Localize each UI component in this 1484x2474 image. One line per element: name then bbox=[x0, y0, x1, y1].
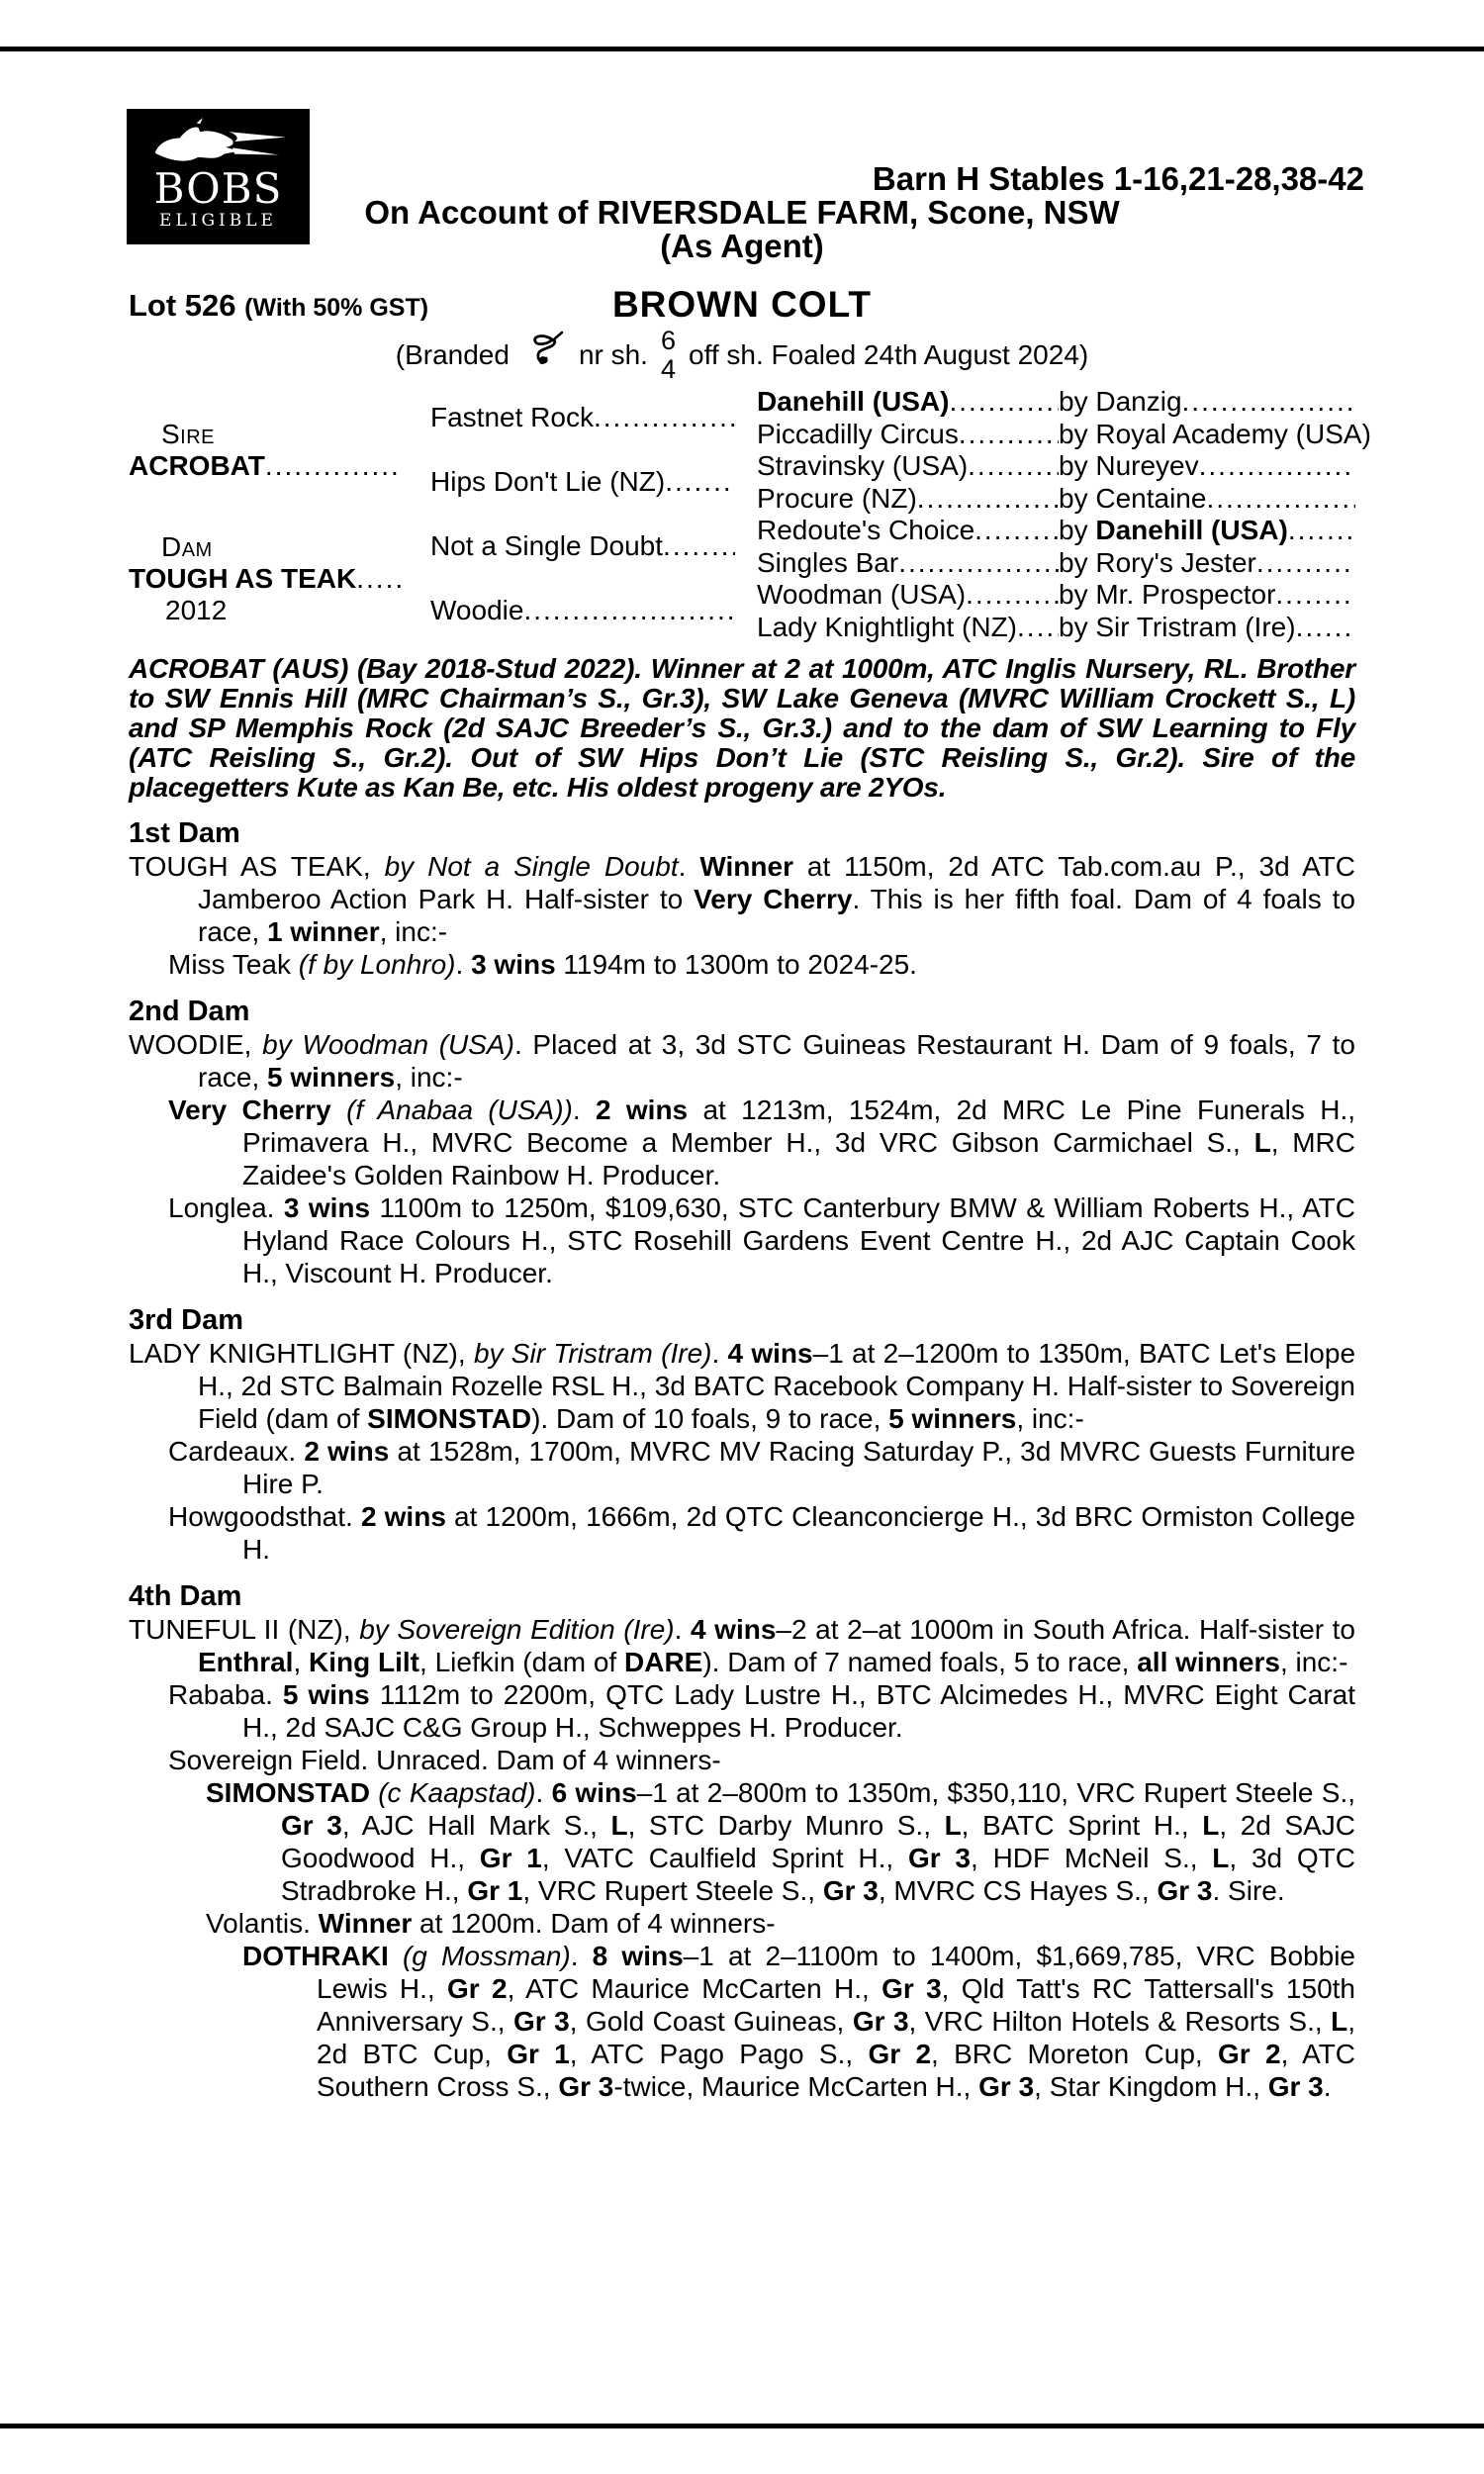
pedigree-entry bbox=[129, 1907, 1355, 1940]
text-segment: –1 at 2–800m to 1350m, $350,110, VRC Rupert Steele S., bbox=[636, 1777, 1356, 1808]
text-segment: . bbox=[535, 1777, 552, 1808]
sire-name bbox=[129, 450, 430, 483]
gen2-name bbox=[430, 595, 735, 627]
gen3-sire-of bbox=[1059, 515, 1355, 547]
sire-summary-paragraph bbox=[129, 654, 1355, 803]
pedigree-entry bbox=[129, 1776, 1355, 1907]
text-segment: Gr 3 bbox=[852, 2006, 909, 2037]
pedigree-gen2-cell bbox=[430, 579, 757, 643]
text-segment: 8 wins bbox=[592, 1941, 684, 1971]
gen2-name bbox=[430, 402, 735, 434]
text-segment: , BATC Sprint H., bbox=[961, 1810, 1203, 1841]
pedigree-entry bbox=[129, 1435, 1355, 1500]
text-segment: , ATC Southern Cross S., bbox=[317, 2039, 1356, 2102]
gen3-sire-of bbox=[1059, 612, 1355, 644]
text-segment: Gr 2 bbox=[447, 1973, 508, 2004]
text-segment: by Sovereign Edition (Ire) bbox=[359, 1614, 675, 1645]
text-segment: 2 wins bbox=[360, 1501, 446, 1532]
dot-leader bbox=[968, 450, 1059, 483]
gen3-sire-of bbox=[1059, 579, 1355, 612]
pedigree-entry bbox=[129, 1500, 1355, 1566]
text-segment: at 1150m, 2d ATC Tab.com.au P., 3d ATC Jamberoo Action Park H. Half-sister to bbox=[198, 851, 1355, 914]
text-segment: , inc:- bbox=[1016, 1403, 1084, 1434]
text-segment: . bbox=[674, 1614, 691, 1645]
text-segment: by Royal Academy (USA) bbox=[1059, 418, 1371, 449]
text-segment: 1 winner bbox=[267, 916, 380, 947]
text-segment: , VRC Rupert Steele S., bbox=[522, 1875, 823, 1906]
bobs-logo-title: BOBS bbox=[153, 164, 283, 213]
dam-name-label bbox=[129, 563, 356, 596]
dot-leader bbox=[1275, 579, 1355, 612]
pedigree-entry bbox=[129, 1678, 1355, 1744]
text-segment: , STC Darby Munro S., bbox=[627, 1810, 945, 1841]
pedigree-gen3-by-cell bbox=[1059, 515, 1355, 547]
dam-label: Dam bbox=[161, 530, 213, 562]
pedigree-gen3-by-cell bbox=[1059, 483, 1355, 516]
text-segment: (c Kaapstad) bbox=[378, 1777, 536, 1808]
dot-leader bbox=[1256, 547, 1355, 580]
dot-leader bbox=[917, 483, 1059, 516]
text-segment: Woodman (USA) bbox=[757, 579, 967, 610]
gen2-name-label bbox=[430, 530, 663, 563]
account-line: On Account of RIVERSDALE FARM, Scone, NSW bbox=[364, 194, 1120, 231]
gen3-sire-of bbox=[1059, 418, 1371, 451]
text-segment: , 3d QTC Stradbroke H., bbox=[281, 1843, 1356, 1906]
text-segment: Gr 1 bbox=[507, 2039, 570, 2069]
gen3-name bbox=[757, 515, 1059, 547]
text-segment: 1194m to 1300m to 2024-25. bbox=[555, 949, 917, 980]
text-segment: SIMONSTAD bbox=[206, 1777, 379, 1808]
text-segment: , MVRC CS Hayes S., bbox=[878, 1875, 1158, 1906]
text-segment: Gr 3 bbox=[1267, 2071, 1324, 2102]
text-segment: Gr 3 bbox=[281, 1810, 342, 1841]
dot-leader bbox=[1296, 612, 1355, 644]
pedigree-gen2-cell bbox=[430, 515, 757, 579]
pedigree-entry bbox=[129, 948, 1355, 981]
text-segment: 1100m to 1250m, $109,630, STC Canterbury BMW & William Roberts H., ATC Hyland Race Colours H., STC Rosehill Gardens Event Centre H., 2d AJC Captain Cook H., Viscount H. Producer. bbox=[242, 1192, 1355, 1288]
gen2-name bbox=[430, 466, 735, 499]
text-segment: Singles Bar bbox=[757, 546, 899, 578]
text-segment: , inc:- bbox=[379, 916, 448, 947]
text-segment: by Sir Tristram (Ire) bbox=[1059, 611, 1296, 642]
gen3-name bbox=[757, 450, 1059, 483]
gen3-name-label bbox=[757, 483, 917, 516]
text-segment: by Centaine bbox=[1059, 482, 1207, 514]
text-segment: , 2d BTC Cup, bbox=[317, 2006, 1355, 2069]
brand-number-stack bbox=[661, 327, 676, 384]
pedigree-gen3-name-cell bbox=[757, 450, 1059, 483]
text-segment: . bbox=[455, 949, 472, 980]
pedigree-table bbox=[129, 386, 1371, 643]
dot-leader bbox=[1288, 515, 1355, 547]
sire-name-label bbox=[129, 450, 265, 483]
dot-leader bbox=[949, 386, 1059, 419]
gen3-name-label bbox=[757, 450, 968, 483]
text-segment: Danehill (USA) bbox=[1095, 515, 1288, 545]
text-segment: Procure (NZ) bbox=[757, 482, 917, 514]
text-segment: . Sire. bbox=[1212, 1875, 1285, 1906]
text-segment: Volantis. bbox=[206, 1908, 319, 1939]
text-segment: Fastnet Rock bbox=[430, 402, 594, 433]
text-segment: (f by Lonhro) bbox=[298, 949, 456, 980]
gen3-name-label bbox=[757, 612, 1017, 644]
text-segment: ). Dam of 7 named foals, 5 to race, bbox=[702, 1647, 1138, 1677]
dot-leader bbox=[523, 595, 735, 627]
text-segment: , HDF McNeil S., bbox=[971, 1843, 1213, 1873]
text-segment: ACROBAT (AUS) (Bay 2018-Stud 2022). Winner at 2 at 1000m, ATC Inglis Nursery, RL. Brother to SW Ennis Hill (MRC Chairman’s S., Gr.3), SW Lake Geneva (MVRC William Crockett S., L) and SP Memphis Rock (2d SAJC Breeder’s S., Gr.3.) and to the dam of SW Learning to Fly (ATC Reisling S., Gr.2). Out of SW Hips Don’t Lie (STC Reisling S., Gr.2). Sire of the placegetters Kute as Kan Be, etc. His oldest progeny are 2YOs. bbox=[129, 653, 1355, 803]
gen3-sire-of-label bbox=[1059, 419, 1371, 451]
text-segment: Miss Teak bbox=[168, 949, 299, 980]
pedigree-gen3-name-cell bbox=[757, 612, 1059, 644]
pedigree-gen3-name-cell bbox=[757, 483, 1059, 516]
bottom-rule bbox=[0, 2424, 1484, 2428]
gen3-sire-of-label bbox=[1059, 386, 1182, 419]
text-segment: King Lilt bbox=[309, 1647, 420, 1677]
text-segment: by Sir Tristram (Ire) bbox=[473, 1338, 712, 1369]
text-segment: TOUGH AS TEAK bbox=[129, 562, 357, 594]
text-segment: 2 wins bbox=[596, 1094, 689, 1125]
gen3-sire-of-label bbox=[1059, 483, 1206, 516]
text-segment: , ATC Pago Pago S., bbox=[569, 2039, 869, 2069]
text-segment: Gr 3 bbox=[513, 2006, 570, 2037]
brand-mark-icon bbox=[522, 331, 566, 374]
text-segment: , 2d SAJC Goodwood H., bbox=[281, 1810, 1356, 1873]
text-segment: Gr 2 bbox=[868, 2039, 932, 2069]
gen3-name-label bbox=[757, 547, 898, 580]
pedigree-gen3-name-cell bbox=[757, 579, 1059, 612]
text-segment: , VRC Hilton Hotels & Resorts S., bbox=[908, 2006, 1332, 2037]
text-segment: ). Dam of 10 foals, 9 to race, bbox=[531, 1403, 889, 1434]
text-segment: LADY KNIGHTLIGHT (NZ), bbox=[129, 1338, 474, 1369]
text-segment: DOTHRAKI bbox=[242, 1941, 403, 1971]
text-segment: . bbox=[678, 851, 700, 882]
pedigree-gen3-name-cell bbox=[757, 386, 1059, 419]
section-heading-4th-dam: 4th Dam bbox=[129, 1580, 242, 1612]
dot-leader bbox=[959, 419, 1059, 451]
text-segment: Woodie bbox=[430, 595, 524, 626]
text-segment: Gr 3 bbox=[881, 1973, 942, 2004]
gen3-name-label bbox=[757, 419, 959, 451]
text-segment: (f Anabaa (USA)) bbox=[346, 1094, 573, 1125]
text-segment: Enthral bbox=[198, 1647, 294, 1677]
pedigree-dam-cell bbox=[129, 515, 430, 643]
gen3-name-label bbox=[757, 515, 974, 547]
text-segment: , Star Kingdom H., bbox=[1034, 2071, 1268, 2102]
text-segment: , BRC Moreton Cup, bbox=[931, 2039, 1218, 2069]
pedigree-entry bbox=[129, 1337, 1355, 1435]
sire-label: Sire bbox=[161, 418, 216, 449]
text-segment: 6 wins bbox=[551, 1777, 637, 1808]
text-segment: Sovereign Field. Unraced. Dam of 4 winners- bbox=[168, 1745, 721, 1775]
dot-leader bbox=[594, 402, 735, 434]
pedigree-gen3-by-cell bbox=[1059, 386, 1355, 419]
pedigree-entry bbox=[129, 1191, 1355, 1289]
gen3-name bbox=[757, 419, 1059, 451]
dot-leader bbox=[663, 530, 735, 563]
text-segment: –1 at 2–1100m to 1400m, $1,669,785, VRC Bobbie Lewis H., bbox=[317, 1941, 1356, 2004]
text-segment: DARE bbox=[624, 1647, 703, 1677]
text-segment: 5 wins bbox=[282, 1679, 370, 1710]
gen3-sire-of-label bbox=[1059, 579, 1275, 612]
pedigree-sire-cell bbox=[129, 386, 430, 515]
brand-number-lower: 4 bbox=[660, 354, 676, 384]
text-segment: L bbox=[1331, 2006, 1348, 2037]
text-segment: , MRC Zaidee's Golden Rainbow H. Producer. bbox=[242, 1127, 1355, 1190]
text-segment: by Not a Single Doubt bbox=[384, 851, 679, 882]
pedigree-gen2-cell bbox=[430, 450, 757, 515]
branded-prefix: (Branded bbox=[395, 339, 510, 370]
text-segment: , inc:- bbox=[1279, 1647, 1348, 1677]
text-segment: , AJC Hall Mark S., bbox=[341, 1810, 611, 1841]
section-heading-2nd-dam: 2nd Dam bbox=[129, 996, 250, 1027]
text-segment: Very Cherry bbox=[694, 884, 853, 914]
branded-suffix: off sh. Foaled 24th August 2024) bbox=[689, 339, 1089, 370]
dot-leader bbox=[1017, 612, 1059, 644]
text-segment: WOODIE, bbox=[129, 1029, 263, 1060]
text-segment: all winners bbox=[1137, 1647, 1280, 1677]
pedigree-entry bbox=[129, 1028, 1355, 1094]
pedigree-gen3-name-cell bbox=[757, 515, 1059, 547]
text-segment: Redoute's Choice bbox=[757, 515, 975, 545]
gen2-name-label bbox=[430, 466, 665, 499]
branded-line bbox=[129, 327, 1355, 384]
text-segment: 2 wins bbox=[304, 1436, 390, 1467]
barn-line: Barn H Stables 1-16,21-28,38-42 bbox=[872, 160, 1364, 197]
text-segment: Gr 3 bbox=[558, 2071, 614, 2102]
branded-near-shoulder: nr sh. bbox=[578, 339, 648, 370]
gen3-sire-of bbox=[1059, 386, 1355, 419]
pedigree-gen2-cell bbox=[430, 386, 757, 450]
text-segment: , Gold Coast Guineas, bbox=[569, 2006, 853, 2037]
pedigree-details bbox=[129, 654, 1355, 2103]
dot-leader bbox=[898, 547, 1059, 580]
text-segment: Gr 1 bbox=[479, 1843, 542, 1873]
text-segment: by Mr. Prospector bbox=[1059, 579, 1276, 610]
gen3-name bbox=[757, 386, 1059, 419]
pedigree-entry bbox=[129, 1940, 1355, 2103]
gen3-sire-of bbox=[1059, 483, 1355, 516]
gen2-name-label bbox=[430, 595, 523, 627]
top-rule bbox=[0, 47, 1484, 51]
gen2-name-label bbox=[430, 402, 594, 434]
text-segment: 3 wins bbox=[471, 949, 556, 980]
gen3-sire-of-label bbox=[1059, 515, 1288, 547]
text-segment: L bbox=[944, 1810, 962, 1841]
text-segment: 1112m to 2200m, QTC Lady Lustre H., BTC Alcimedes H., MVRC Eight Carat H., 2d SAJC C&G Group H., Schweppes H. Producer. bbox=[242, 1679, 1356, 1743]
gst-note: (With 50% GST) bbox=[244, 294, 429, 322]
agent-line: (As Agent) bbox=[660, 228, 824, 264]
gen3-name-label bbox=[757, 386, 949, 419]
text-segment: , Liefkin (dam of bbox=[419, 1647, 624, 1677]
text-segment: 5 winners bbox=[267, 1062, 396, 1093]
pedigree-gen3-by-cell bbox=[1059, 612, 1355, 644]
text-segment: by Nureyev bbox=[1059, 450, 1199, 481]
pedigree-entry bbox=[129, 1613, 1355, 1678]
text-segment: Gr 3 bbox=[907, 1843, 972, 1873]
gen3-name bbox=[757, 483, 1059, 516]
text-segment: Lady Knightlight (NZ) bbox=[757, 611, 1018, 642]
text-segment: , ATC Maurice McCarten H., bbox=[507, 1973, 882, 2004]
text-segment: Hips Don't Lie (NZ) bbox=[430, 466, 666, 498]
gen2-name bbox=[430, 530, 735, 563]
text-segment: L bbox=[1253, 1127, 1271, 1158]
dam-name bbox=[129, 563, 430, 596]
text-segment: TOUGH AS TEAK, bbox=[129, 851, 385, 882]
text-segment: , inc:- bbox=[395, 1062, 463, 1093]
pedigree-gen3-by-cell bbox=[1059, 579, 1355, 612]
dot-leader bbox=[665, 466, 735, 499]
gen3-name bbox=[757, 547, 1059, 580]
text-segment: 4 wins bbox=[727, 1338, 813, 1369]
lot-title: BROWN COLT bbox=[611, 284, 873, 325]
text-segment: Winner bbox=[318, 1908, 413, 1939]
text-segment: . bbox=[570, 1941, 593, 1971]
dot-leader bbox=[966, 579, 1059, 612]
text-segment: , Qld Tatt's RC Tattersall's 150th Anniversary S., bbox=[317, 1973, 1355, 2037]
text-segment: at 1200m, 1666m, 2d QTC Cleanconcierge H., 3d BRC Ormiston College H. bbox=[242, 1501, 1355, 1565]
text-segment: by Danzig bbox=[1059, 386, 1182, 417]
text-segment: Stravinsky (USA) bbox=[757, 450, 969, 481]
horse-head-icon bbox=[143, 118, 294, 167]
text-segment: . Placed at 3, 3d STC Guineas Restaurant H. Dam of 9 foals, 7 to race, bbox=[198, 1029, 1355, 1093]
dam-year: 2012 bbox=[165, 595, 228, 626]
text-segment: . bbox=[572, 1094, 596, 1125]
text-segment: at 1528m, 1700m, MVRC MV Racing Saturday P., 3d MVRC Guests Furniture Hire P. bbox=[242, 1436, 1355, 1499]
text-segment: , bbox=[293, 1647, 310, 1677]
text-segment: . This is her fifth foal. Dam of 4 foals to race, bbox=[198, 884, 1355, 947]
text-segment: Gr 3 bbox=[978, 2071, 1035, 2102]
text-segment: (g Mossman) bbox=[402, 1941, 571, 1971]
text-segment: . bbox=[711, 1338, 728, 1369]
text-segment: at 1200m. Dam of 4 winners- bbox=[412, 1908, 776, 1939]
text-segment: L bbox=[610, 1810, 628, 1841]
section-heading-3rd-dam: 3rd Dam bbox=[129, 1304, 244, 1336]
brand-number-upper: 6 bbox=[660, 326, 676, 355]
gen3-name-label bbox=[757, 579, 966, 612]
text-segment: Longlea. bbox=[168, 1192, 284, 1223]
text-segment: SIMONSTAD bbox=[367, 1403, 532, 1434]
text-segment: by bbox=[1059, 515, 1096, 545]
gen3-name bbox=[757, 612, 1059, 644]
dot-leader bbox=[265, 450, 403, 483]
text-segment: Cardeaux. bbox=[168, 1436, 305, 1467]
text-segment: TUNEFUL II (NZ), bbox=[129, 1614, 360, 1645]
pedigree-gen3-name-cell bbox=[757, 419, 1059, 451]
text-segment: Piccadilly Circus bbox=[757, 418, 959, 449]
pedigree-gen3-name-cell bbox=[757, 547, 1059, 580]
dot-leader bbox=[1199, 450, 1355, 483]
text-segment: 4 wins bbox=[691, 1614, 777, 1645]
text-segment: , VATC Caulfield Sprint H., bbox=[541, 1843, 908, 1873]
text-segment: 5 winners bbox=[888, 1403, 1017, 1434]
text-segment: –2 at 2–at 1000m in South Africa. Half-sister to bbox=[776, 1614, 1355, 1645]
gen3-sire-of bbox=[1059, 547, 1355, 580]
text-segment: Not a Single Doubt bbox=[430, 530, 664, 562]
text-segment: Gr 1 bbox=[467, 1875, 523, 1906]
text-segment: L bbox=[1202, 1810, 1220, 1841]
text-segment: -twice, Maurice McCarten H., bbox=[613, 2071, 979, 2102]
dot-leader bbox=[356, 563, 403, 596]
text-segment: Gr 3 bbox=[822, 1875, 879, 1906]
text-segment: ACROBAT bbox=[129, 449, 265, 481]
lot-number: Lot 526 bbox=[129, 288, 236, 323]
text-segment: L bbox=[1212, 1843, 1230, 1873]
text-segment: Rababa. bbox=[168, 1679, 283, 1710]
text-segment: Very Cherry bbox=[168, 1094, 347, 1125]
pedigree-gen3-by-cell bbox=[1059, 547, 1355, 580]
pedigree-entry bbox=[129, 850, 1355, 948]
text-segment: –1 at 2–1200m to 1350m, BATC Let's Elope H., 2d STC Balmain Rozelle RSL H., 3d BATC Racebook Company H. Half-sister to Sovereign Field (dam of bbox=[198, 1338, 1356, 1434]
dot-leader bbox=[1182, 386, 1355, 419]
dot-leader bbox=[1206, 483, 1355, 516]
text-segment: Gr 3 bbox=[1157, 1875, 1213, 1906]
bobs-logo-subtitle: ELIGIBLE bbox=[159, 211, 277, 231]
gen3-sire-of-label bbox=[1059, 450, 1199, 483]
text-segment: Howgoodsthat. bbox=[168, 1501, 361, 1532]
text-segment: Gr 2 bbox=[1218, 2039, 1281, 2069]
text-segment: at 1213m, 1524m, 2d MRC Le Pine Funerals H., Primavera H., MVRC Become a Member H., 3d VRC Gibson Carmichael S., bbox=[242, 1094, 1355, 1158]
gen3-sire-of bbox=[1059, 450, 1355, 483]
pedigree-entry bbox=[129, 1094, 1355, 1191]
text-segment: by Woodman (USA) bbox=[262, 1029, 514, 1060]
dot-leader bbox=[974, 515, 1059, 547]
pedigree-gen3-by-cell bbox=[1059, 418, 1371, 451]
text-segment: Danehill (USA) bbox=[757, 386, 950, 417]
gen3-name bbox=[757, 579, 1059, 612]
gen3-sire-of-label bbox=[1059, 547, 1256, 580]
pedigree-gen3-by-cell bbox=[1059, 450, 1355, 483]
text-segment: 3 wins bbox=[283, 1192, 371, 1223]
section-heading-1st-dam: 1st Dam bbox=[129, 817, 240, 849]
text-segment: by Rory's Jester bbox=[1059, 546, 1256, 578]
gen3-sire-of-label bbox=[1059, 612, 1296, 644]
pedigree-entry bbox=[129, 1744, 1355, 1776]
text-segment: . bbox=[1323, 2071, 1332, 2102]
text-segment: Winner bbox=[699, 851, 793, 882]
